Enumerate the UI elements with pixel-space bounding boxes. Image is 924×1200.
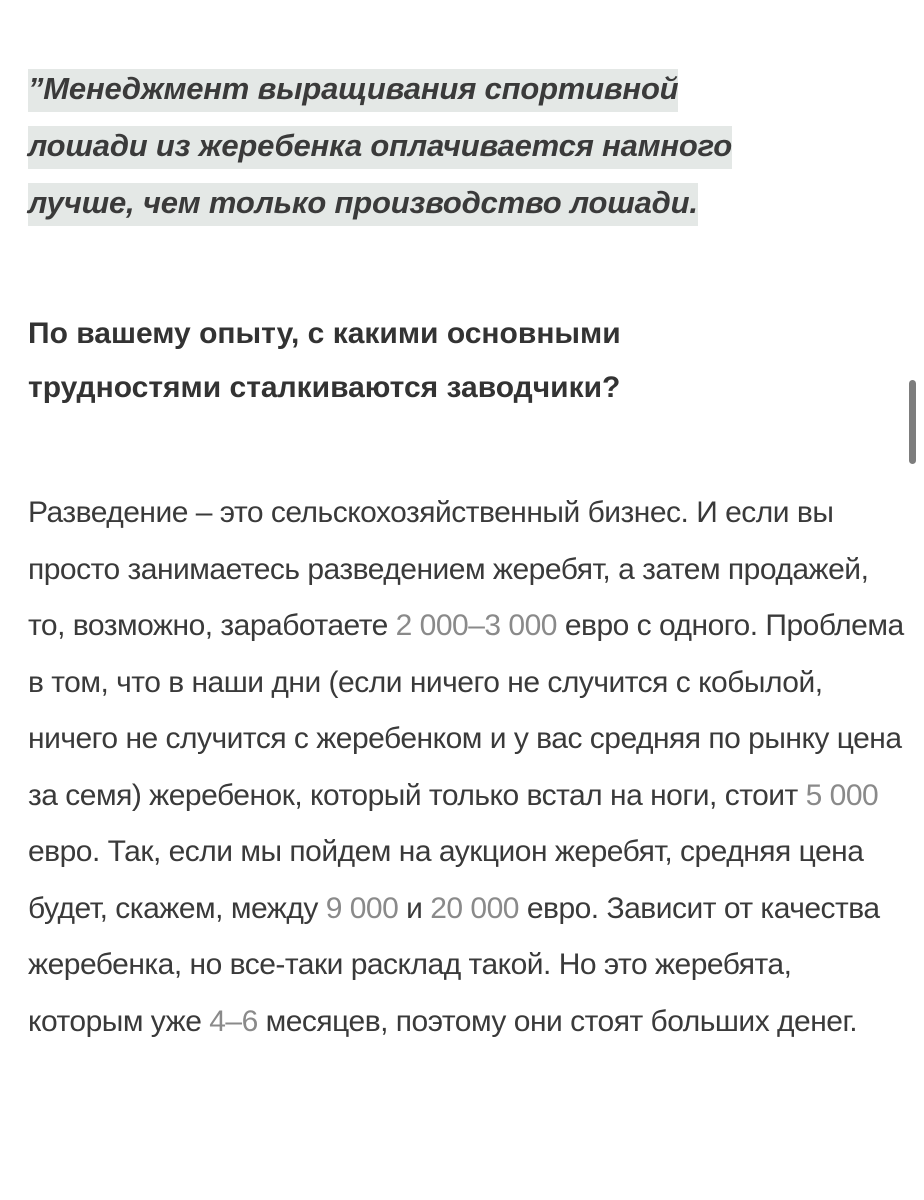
- pull-quote: [28, 60, 900, 231]
- pull-quote-highlight: [28, 69, 732, 226]
- interview-question: По вашему опыту, с какими основными трудностями сталкиваются заводчики?: [28, 317, 621, 404]
- answer-text-3: евро. Так, если мы пойдем на аукцион жеребят, средняя цена будет, скажем, между: [28, 835, 864, 925]
- price-range-value: 2 000–3 000: [395, 609, 557, 642]
- quote-line-3: лучше, чем только производство лошади.: [28, 185, 698, 220]
- article: [28, 0, 904, 1050]
- answer-text-2: евро с одного. Проблема в том, что в наши дни (если ничего не случится с кобылой, ничего не случится с жеребенком и у вас средняя по рынку цена за семя) жеребенок, который только встал на ноги, стоит: [28, 609, 904, 812]
- answer-text-5: евро. Зависит от качества жеребенка, но все-таки расклад такой. Но это жеребята, которым уже: [28, 891, 880, 1038]
- quote-line-1: ”Менеджмент выращивания спортивной: [28, 71, 679, 106]
- answer-text-6: месяцев, поэтому они стоят больших денег.: [257, 1004, 858, 1038]
- interview-answer: [28, 485, 908, 1050]
- answer-text-1: Разведение – это сельскохозяйственный бизнес. И если вы просто занимаетесь разведением жеребят, а затем продажей, то, возможно, заработаете: [28, 496, 869, 642]
- foal-price-value: 5 000: [805, 778, 879, 812]
- auction-min-value: 9 000: [325, 891, 399, 925]
- scrollbar-thumb[interactable]: [909, 380, 916, 464]
- age-range-value: 4–6: [209, 1004, 258, 1038]
- answer-text-4: и: [398, 891, 431, 925]
- quote-line-2: лошади из жеребенка оплачивается намного: [28, 128, 732, 163]
- auction-max-value: 20 000: [430, 891, 519, 925]
